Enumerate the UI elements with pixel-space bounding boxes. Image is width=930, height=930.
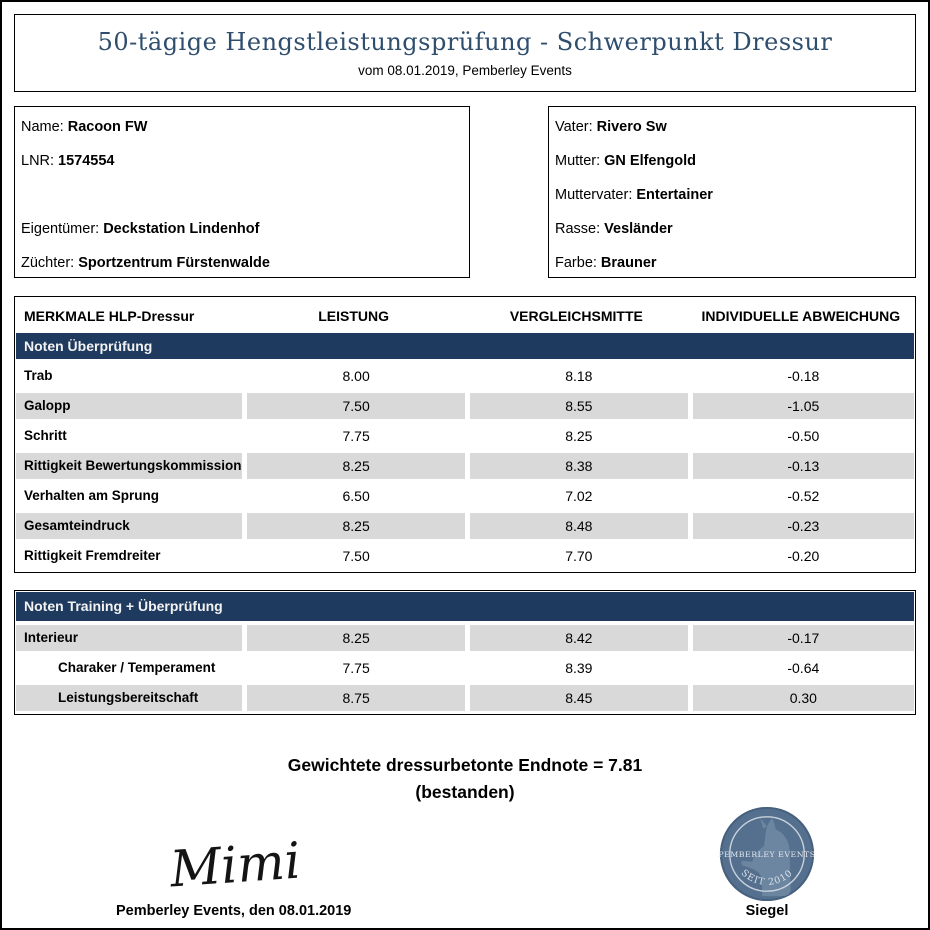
abweichung-cell: -0.64 (688, 653, 914, 683)
seal-bottom-text: SEIT 2010 (738, 867, 796, 888)
pemberley-seal-icon (718, 805, 816, 903)
merkmal-cell: Rittigkeit Bewertungskommission (16, 451, 242, 481)
abweichung-cell: -0.20 (688, 541, 914, 571)
leistung-cell: 8.25 (242, 451, 465, 481)
info-value: Racoon FW (67, 119, 148, 135)
section-header-noten-training: Noten Training + Überprüfung (16, 592, 914, 621)
seal-main-text: PEMBERLEY EVENTS (718, 849, 816, 859)
leistung-cell: 7.75 (242, 653, 465, 683)
leistung-cell: 8.25 (242, 511, 465, 541)
vergleichsmitte-cell: 8.42 (465, 623, 688, 653)
abweichung-cell: 0.30 (688, 683, 914, 713)
abweichung-cell: -0.13 (688, 451, 914, 481)
merkmal-cell: Gesamteindruck (16, 511, 242, 541)
scores-table-uberprufung (14, 296, 916, 573)
merkmal-cell: Charaker / Temperament (16, 653, 242, 683)
info-label: Züchter: (21, 255, 75, 271)
table-row (16, 481, 914, 511)
vergleichsmitte-cell: 7.02 (465, 481, 688, 511)
table-header-row (16, 298, 914, 333)
info-label: Farbe: (555, 255, 597, 271)
info-line-lnr (21, 144, 463, 178)
header-box (14, 14, 916, 92)
info-label: Muttervater: (555, 187, 633, 203)
info-label: Rasse: (555, 221, 601, 237)
leistung-cell: 8.75 (242, 683, 465, 713)
info-line-color (555, 246, 909, 280)
leistung-cell: 7.50 (242, 391, 465, 421)
info-line-owner (21, 212, 463, 246)
table-row (16, 541, 914, 571)
final-grade (2, 752, 928, 806)
info-label: Vater: (555, 119, 593, 135)
info-line-damsire (555, 178, 909, 212)
table-row (16, 361, 914, 391)
table-row (16, 623, 914, 653)
merkmal-cell: Leistungsbereitschaft (16, 683, 242, 713)
merkmal-cell: Trab (16, 361, 242, 391)
section-header-noten-uberprufung: Noten Überprüfung (16, 333, 914, 359)
horse-info-box-right (548, 106, 916, 278)
table-row (16, 421, 914, 451)
leistung-cell: 7.75 (242, 421, 465, 451)
column-header-merkmale: MERKMALE HLP-Dressur (24, 307, 195, 324)
vergleichsmitte-cell: 8.18 (465, 361, 688, 391)
seal-caption: Siegel (745, 903, 789, 919)
info-value: Sportzentrum Fürstenwalde (78, 255, 270, 271)
vergleichsmitte-cell: 8.55 (465, 391, 688, 421)
abweichung-cell: -1.05 (688, 391, 914, 421)
merkmal-cell: Galopp (16, 391, 242, 421)
vergleichsmitte-cell: 7.70 (465, 541, 688, 571)
info-line-blank (21, 178, 463, 212)
info-line-breeder (21, 246, 463, 280)
leistung-cell: 8.00 (242, 361, 465, 391)
table-row (16, 451, 914, 481)
table-row (16, 511, 914, 541)
abweichung-cell: -0.52 (688, 481, 914, 511)
info-line-name (21, 110, 463, 144)
final-grade-line1: Gewichtete dressurbetonte Endnote = 7.81 (287, 755, 643, 775)
info-label: Mutter: (555, 153, 601, 169)
info-value: Entertainer (636, 187, 713, 203)
info-line-dam (555, 144, 909, 178)
abweichung-cell: -0.18 (688, 361, 914, 391)
vergleichsmitte-cell: 8.45 (465, 683, 688, 713)
info-label: Eigentümer: (21, 221, 100, 237)
horse-info-box-left (14, 106, 470, 278)
vergleichsmitte-cell: 8.39 (465, 653, 688, 683)
info-line-breed (555, 212, 909, 246)
leistung-cell: 6.50 (242, 481, 465, 511)
page-subtitle: vom 08.01.2019, Pemberley Events (358, 63, 572, 78)
merkmal-cell: Interieur (16, 623, 242, 653)
table-row (16, 683, 914, 713)
table-row (16, 653, 914, 683)
vergleichsmitte-cell: 8.25 (465, 421, 688, 451)
merkmal-cell: Schritt (16, 421, 242, 451)
signature-script: Mimi (168, 831, 303, 899)
final-grade-line2: (bestanden) (415, 782, 515, 802)
signature-caption: Pemberley Events, den 08.01.2019 (116, 903, 352, 919)
table-row (16, 391, 914, 421)
info-value: GN Elfengold (604, 153, 696, 169)
info-value: 1574554 (58, 153, 115, 169)
info-line-sire (555, 110, 909, 144)
scores-table-training (14, 590, 916, 715)
page-title: 50-tägige Hengstleistungsprüfung - Schwerpunkt Dressur (97, 28, 833, 56)
leistung-cell: 7.50 (242, 541, 465, 571)
abweichung-cell: -0.17 (688, 623, 914, 653)
abweichung-cell: -0.50 (688, 421, 914, 451)
leistung-cell: 8.25 (242, 623, 465, 653)
vergleichsmitte-cell: 8.48 (465, 511, 688, 541)
merkmal-cell: Rittigkeit Fremdreiter (16, 541, 242, 571)
info-value: Vesländer (604, 221, 673, 237)
vergleichsmitte-cell: 8.38 (465, 451, 688, 481)
info-label: Name: (21, 119, 64, 135)
info-label: LNR: (21, 153, 55, 169)
abweichung-cell: -0.23 (688, 511, 914, 541)
info-value: Rivero Sw (596, 119, 667, 135)
merkmal-cell: Verhalten am Sprung (16, 481, 242, 511)
column-header-abweichung: INDIVIDUELLE ABWEICHUNG (701, 307, 901, 324)
info-value: Deckstation Lindenhof (103, 221, 260, 237)
info-value: Brauner (600, 255, 657, 271)
column-header-leistung: LEISTUNG (318, 307, 390, 324)
column-header-vergleichsmitte: VERGLEICHSMITTE (509, 307, 643, 324)
